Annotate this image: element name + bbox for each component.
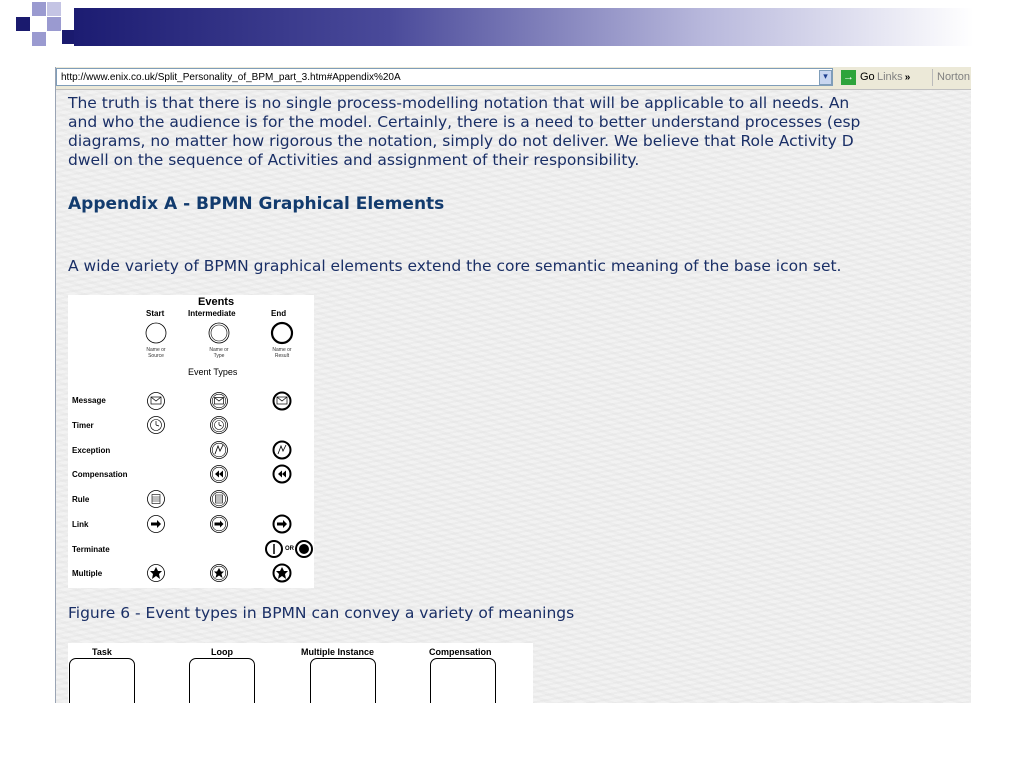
- body-paragraph: [68, 94, 971, 170]
- go-button[interactable]: [841, 69, 875, 86]
- compensation-task-shape: [430, 658, 496, 703]
- address-bar-row: [56, 67, 971, 90]
- events-title: Events: [198, 296, 235, 308]
- row-label-message: Message: [72, 396, 106, 405]
- multiple-end-icon: [274, 565, 291, 582]
- slide-deco-square: [47, 17, 61, 31]
- terminate-or-label: OR: [285, 546, 294, 552]
- task-shape: [69, 658, 135, 703]
- links-chevron-icon: »: [904, 72, 911, 83]
- loop-task-shape: [189, 658, 255, 703]
- go-arrow-icon: →: [843, 70, 854, 83]
- slide-deco-square: [32, 2, 46, 16]
- terminate-end-alt-icon: [296, 541, 312, 557]
- address-dropdown-icon[interactable]: ▾: [819, 70, 832, 85]
- column-header-end: End: [271, 309, 287, 318]
- slide-deco-square: [32, 32, 46, 46]
- row-label-terminate: Terminate: [72, 545, 110, 554]
- timer-start-icon: [148, 417, 165, 434]
- event-type-symbols: [68, 295, 314, 588]
- multiple-instance-task-shape: [310, 658, 376, 703]
- rule-start-icon: [148, 491, 165, 508]
- timer-intermediate-icon: [211, 417, 228, 434]
- browser-window: [55, 67, 971, 703]
- section-heading: Appendix A - BPMN Graphical Elements: [68, 194, 445, 214]
- link-end-icon: [274, 516, 291, 533]
- row-label-timer: Timer: [72, 421, 94, 430]
- compensation-end-icon: [274, 466, 291, 483]
- row-label-rule: Rule: [72, 495, 90, 504]
- paragraph-line: and who the audience is for the model. Certainly, there is a need to better understand processes (esp: [68, 113, 861, 131]
- events-figure: [68, 295, 314, 588]
- slide-deco-square: [47, 2, 61, 16]
- exception-intermediate-icon: [211, 442, 228, 459]
- paragraph-line: dwell on the sequence of Activities and assignment of their responsibility.: [68, 151, 640, 169]
- compensation-intermediate-icon: [211, 466, 228, 483]
- activities-figure: [68, 643, 533, 703]
- multiple-start-icon: [148, 565, 165, 582]
- row-label-exception: Exception: [72, 446, 111, 455]
- activity-label-compensation: Compensation: [429, 647, 492, 657]
- row-label-multiple: Multiple: [72, 569, 103, 578]
- row-label-compensation: Compensation: [72, 470, 128, 479]
- paragraph-line: The truth is that there is no single process-modelling notation that will be applicable to all needs. An: [68, 94, 850, 112]
- web-page: [56, 90, 971, 703]
- go-label: Go: [860, 71, 875, 83]
- message-end-icon: [274, 393, 291, 410]
- row-label-link: Link: [72, 520, 89, 529]
- column-header-start: Start: [146, 309, 165, 318]
- terminate-end-icon: [266, 541, 282, 557]
- start-sublabel: Name or Source: [146, 347, 166, 359]
- link-intermediate-icon: [211, 516, 228, 533]
- link-start-icon: [148, 516, 165, 533]
- links-toolbar[interactable]: [877, 69, 910, 86]
- norton-toolbar-item[interactable]: Norton: [932, 69, 970, 86]
- slide-deco-square: [16, 17, 30, 31]
- intermediate-sublabel: Name or Type: [209, 347, 229, 359]
- multiple-intermediate-icon: [211, 565, 228, 582]
- address-field[interactable]: http://www.enix.co.uk/Split_Personality_of_BPM_part_3.htm#Appendix%20A: [56, 68, 833, 86]
- activity-label-loop: Loop: [211, 647, 233, 657]
- exception-end-icon: [274, 442, 291, 459]
- intro-text: A wide variety of BPMN graphical elements extend the core semantic meaning of the base icon set.: [68, 257, 842, 275]
- message-intermediate-icon: [211, 393, 228, 410]
- links-label: Links: [877, 71, 903, 83]
- slide-title-bar: [74, 8, 974, 46]
- message-start-icon: [148, 393, 165, 410]
- activity-label-multiple-instance: Multiple Instance: [301, 647, 375, 657]
- rule-intermediate-icon: [211, 491, 228, 508]
- figure-caption: Figure 6 - Event types in BPMN can convey a variety of meanings: [68, 604, 575, 622]
- paragraph-line: diagrams, no matter how rigorous the notation, simply do not deliver. We believe that Role Activity D: [68, 132, 854, 150]
- activity-label-task: Task: [92, 647, 112, 657]
- end-sublabel: Name or Result: [272, 347, 292, 359]
- column-header-intermediate: Intermediate: [188, 309, 236, 318]
- event-types-title: Event Types: [188, 367, 238, 377]
